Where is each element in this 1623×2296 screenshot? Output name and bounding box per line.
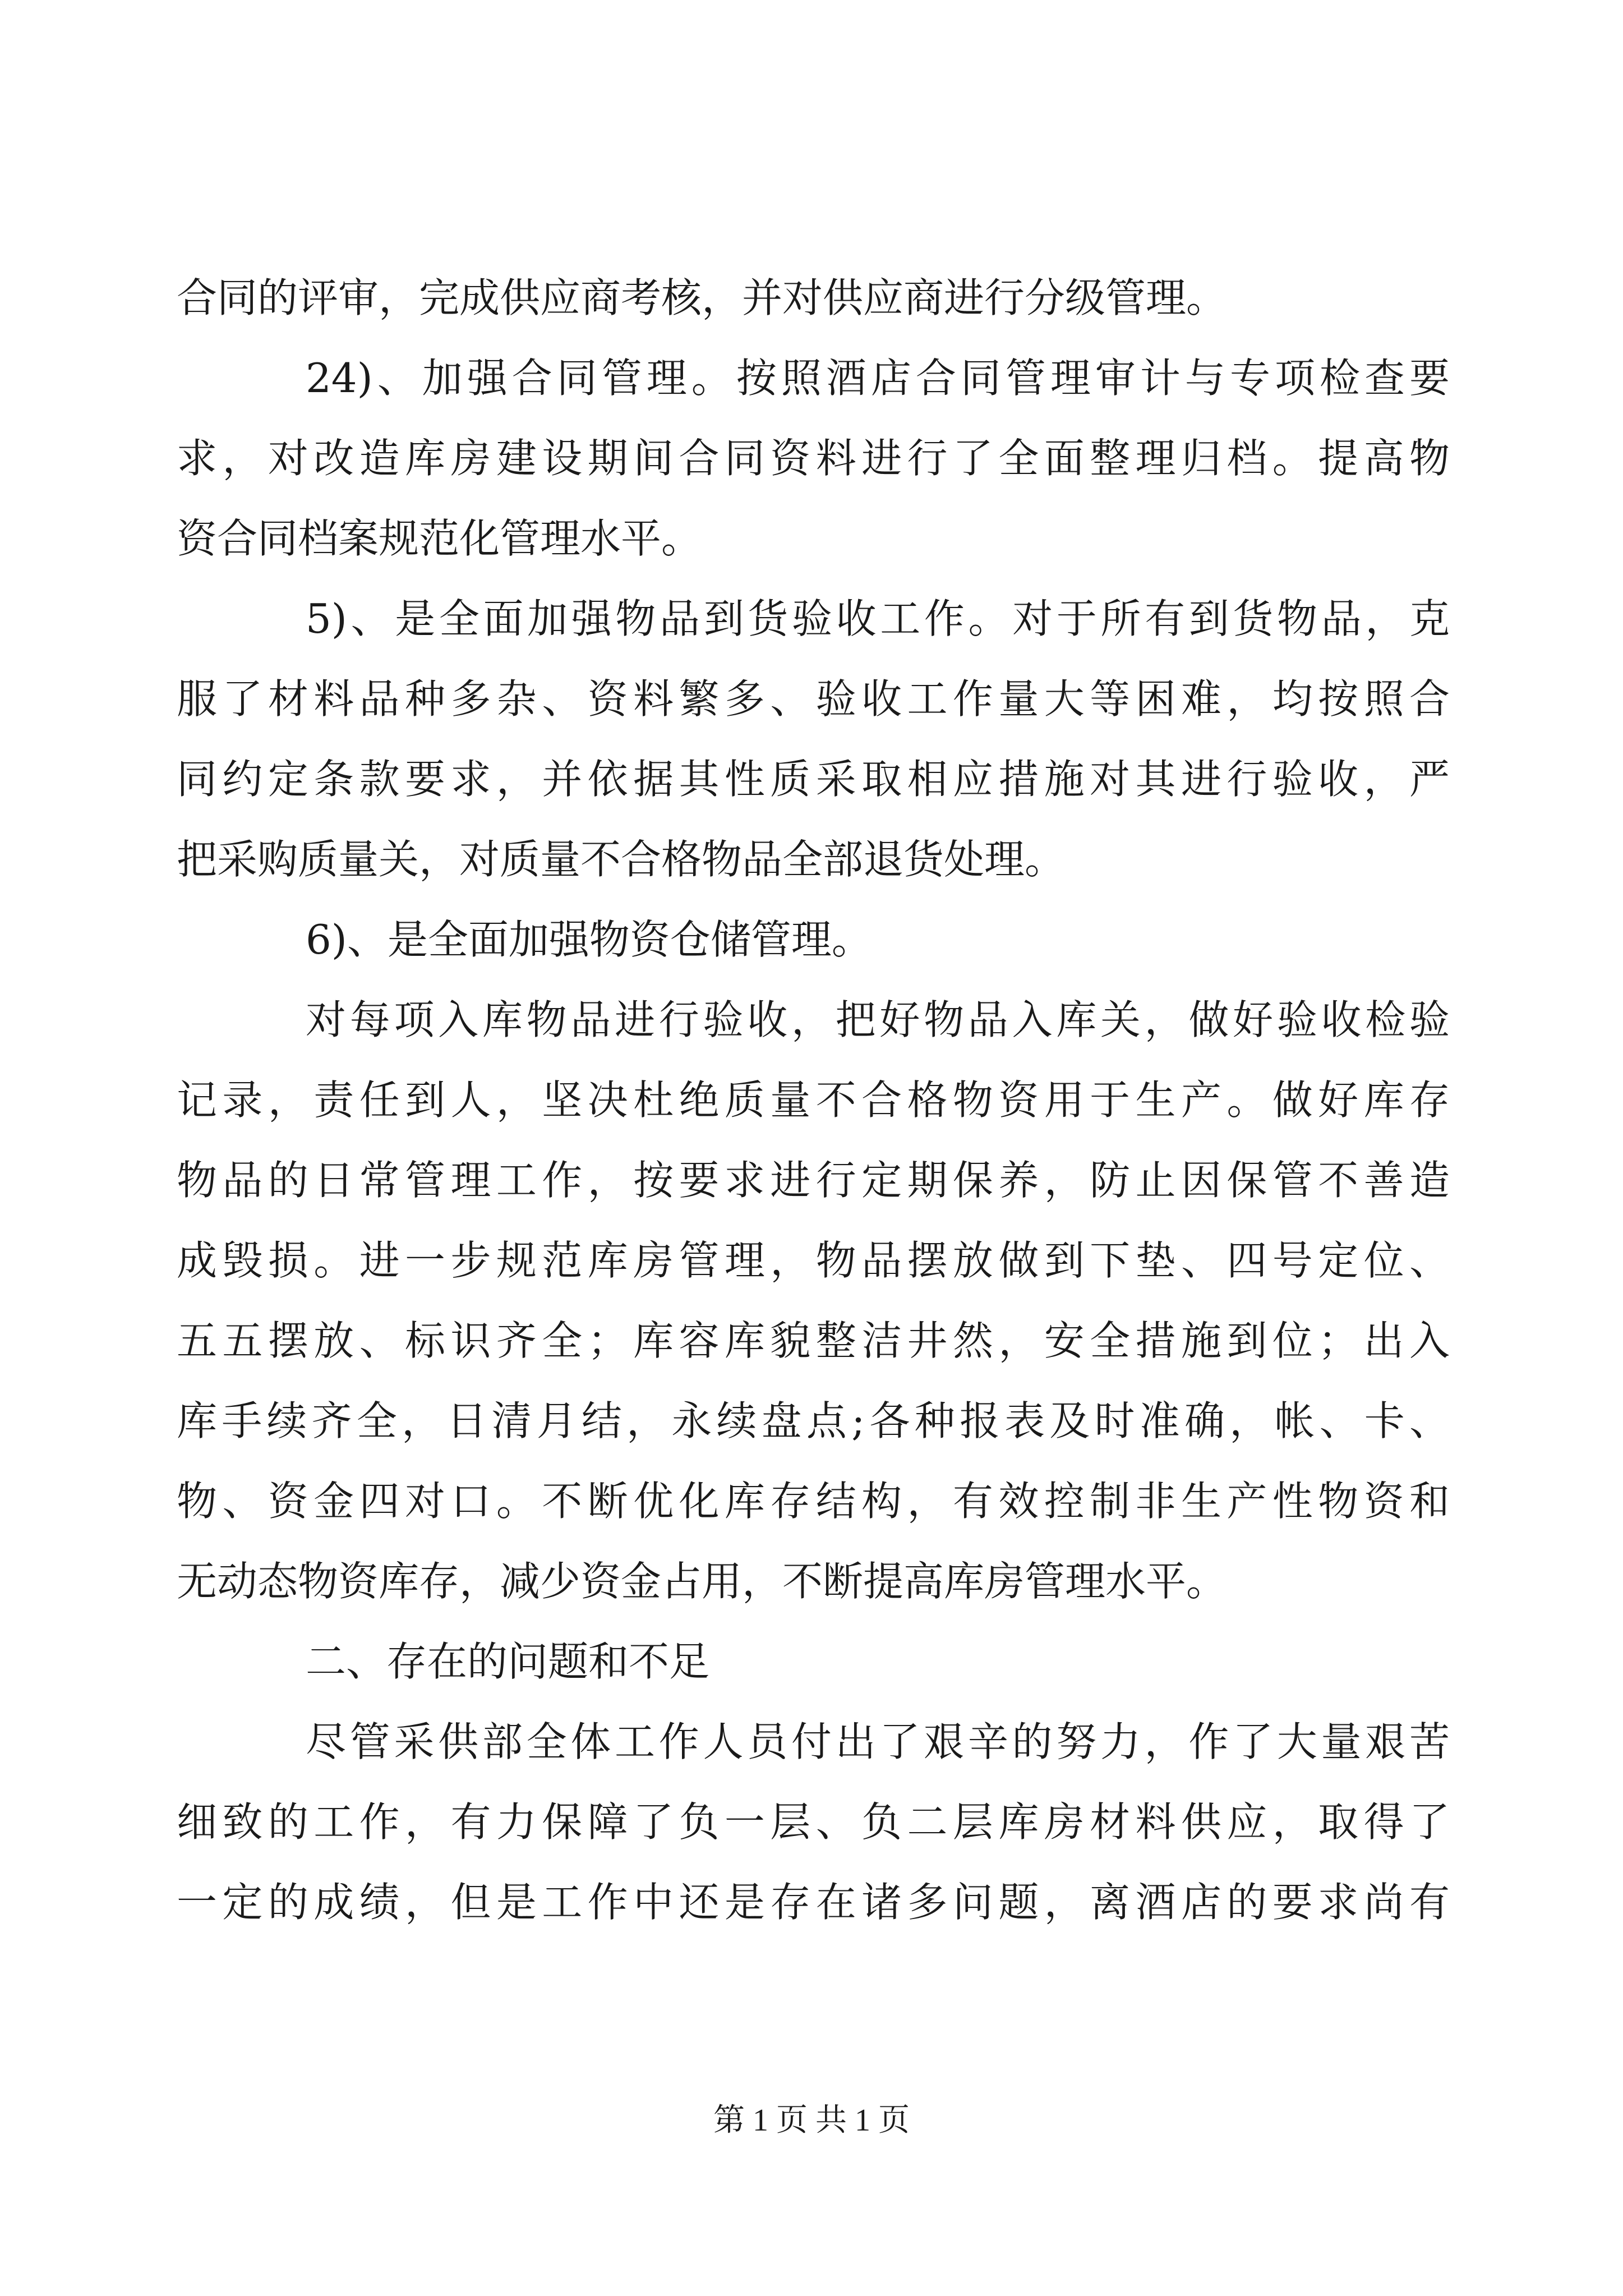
text-line: 成毁损。进一步规范库房管理，物品摆放做到下垫、四号定位、	[177, 1237, 1450, 1284]
text-line: 五五摆放、标识齐全；库容库貌整洁井然，安全措施到位；出入	[177, 1317, 1450, 1364]
text-line: 记录，责任到人，坚决杜绝质量不合格物资用于生产。做好库存	[177, 1076, 1450, 1124]
document-body	[177, 258, 1450, 1943]
text-line: 24)、加强合同管理。按照酒店合同管理审计与专项检查要	[306, 355, 1450, 402]
text-line: 合同的评审，完成供应商考核，并对供应商进行分级管理。	[177, 274, 1227, 321]
page-footer: 第 1 页 共 1 页	[713, 2103, 910, 2138]
text-line: 对每项入库物品进行验收，把好物品入库关，做好验收检验	[306, 996, 1450, 1043]
text-line: 二、存在的问题和不足	[306, 1638, 710, 1685]
text-line: 库手续齐全，日清月结，永续盘点;各种报表及时准确，帐、卡、	[177, 1397, 1450, 1444]
text-line: 细致的工作，有力保障了负一层、负二层库房材料供应，取得了	[177, 1798, 1450, 1846]
text-line: 资合同档案规范化管理水平。	[177, 515, 702, 562]
text-line: 无动态物资库存，减少资金占用，不断提高库房管理水平。	[177, 1558, 1227, 1605]
text-line: 一定的成绩，但是工作中还是存在诸多问题，离酒店的要求尚有	[177, 1879, 1450, 1926]
text-line: 把采购质量关，对质量不合格物品全部退货处理。	[177, 836, 1066, 883]
text-line: 物、资金四对口。不断优化库存结构，有效控制非生产性物资和	[177, 1478, 1450, 1525]
text-line: 5)、是全面加强物品到货验收工作。对于所有到货物品，克	[306, 595, 1450, 642]
text-line: 服了材料品种多杂、资料繁多、验收工作量大等困难，均按照合	[177, 675, 1450, 723]
text-line: 求，对改造库房建设期间合同资料进行了全面整理归档。提高物	[177, 435, 1450, 482]
text-line: 物品的日常管理工作，按要求进行定期保养，防止因保管不善造	[177, 1157, 1450, 1204]
text-line: 同约定条款要求，并依据其性质采取相应措施对其进行验收，严	[177, 756, 1450, 803]
text-line: 尽管采供部全体工作人员付出了艰辛的努力，作了大量艰苦	[306, 1718, 1450, 1765]
text-line: 6)、是全面加强物资仓储管理。	[306, 916, 872, 963]
